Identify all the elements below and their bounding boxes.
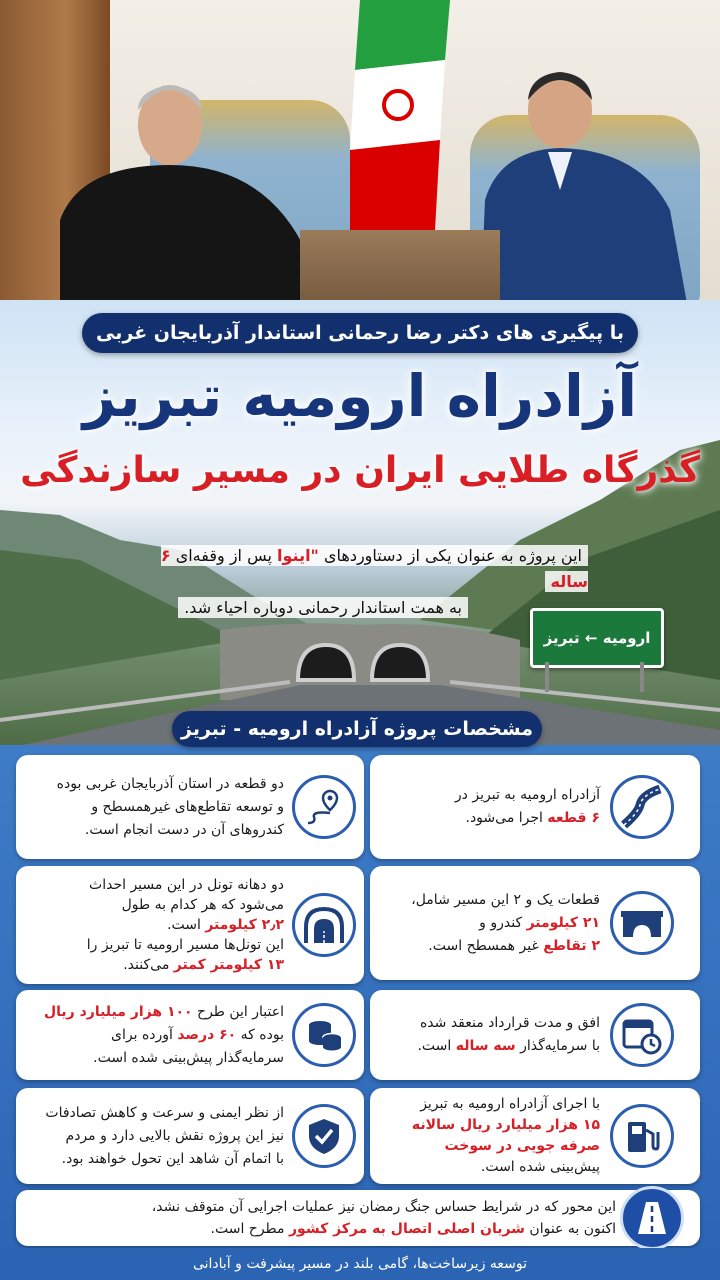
spec-card-tunnels xyxy=(16,866,364,984)
shield-check-icon xyxy=(292,1104,356,1168)
card6-line2b: آورده برای xyxy=(111,1026,178,1043)
intro-text xyxy=(128,543,588,621)
intro-line1-b: پس از وقفه‌ای xyxy=(170,546,278,565)
card4-red1: ۲٫۲ کیلومتر xyxy=(205,917,284,933)
card7-red1: ۱۵ هزار میلیارد ریال سالانه xyxy=(411,1117,600,1133)
card5-line2: با سرمایه‌گذار xyxy=(515,1038,600,1054)
card6-red2: ۶۰ درصد xyxy=(177,1026,237,1043)
intro-line1-a: این پروژه به عنوان یکی از دستاوردهای xyxy=(318,546,582,565)
spec-card-artery xyxy=(16,1190,700,1246)
calendar-clock-icon xyxy=(610,1003,674,1067)
card6-line2a: بوده که xyxy=(236,1026,284,1043)
page-subtitle: گذرگاه طلایی ایران در مسیر سازندگی xyxy=(20,450,700,491)
road-sign-left: تبریز xyxy=(543,629,580,647)
card4-line5: می‌کنند. xyxy=(123,957,174,973)
fuel-pump-icon xyxy=(610,1104,674,1168)
card7-line2: پیش‌بینی شده است. xyxy=(480,1159,600,1175)
intro-quote: "اینوا xyxy=(277,546,319,565)
road-icon xyxy=(610,775,674,839)
card9-line1: این محور که در شرایط حساس جنگ رمضان نیز عملیات اجرایی آن متوقف نشد، xyxy=(151,1199,616,1215)
card8-line1: از نظر ایمنی و سرعت و کاهش تصادفات xyxy=(45,1104,284,1121)
card7-red2: صرفه جویی در سوخت xyxy=(444,1138,600,1154)
card4-red2: ۱۳ کیلومتر کمتر xyxy=(173,957,284,973)
card5-red: سه ساله xyxy=(455,1038,516,1054)
card3-line2: کندرو و xyxy=(479,914,527,931)
card9-line2a: اکنون به عنوان xyxy=(524,1221,616,1237)
spec-card-lanes xyxy=(370,866,700,980)
card4-line1: دو دهانه تونل در این مسیر احداث xyxy=(89,877,284,893)
sign-post xyxy=(640,662,644,692)
road-sign-right: ارومیه xyxy=(602,629,651,647)
card3-red1: ۲۱ کیلومتر xyxy=(526,914,600,931)
spec-card-segments xyxy=(370,755,700,859)
card4-line4: این تونل‌ها مسیر ارومیه تا تبریز را xyxy=(86,937,284,953)
spec-card-safety xyxy=(16,1088,364,1184)
coins-icon xyxy=(292,1003,356,1067)
road-sign xyxy=(530,608,664,668)
meeting-photo xyxy=(0,0,720,320)
tunnel-icon xyxy=(292,893,356,957)
sign-post xyxy=(545,662,549,692)
card8-line3: با اتمام آن شاهد این تحول خواهند بود. xyxy=(61,1150,284,1167)
card3-line1: قطعات یک و ۲ این مسیر شامل، xyxy=(411,891,600,908)
card6-line3: سرمایه‌گذار پیش‌بینی شده است. xyxy=(93,1049,284,1066)
top-banner: با پیگیری های دکتر رضا رحمانی استاندار آذربایجان غربی xyxy=(82,313,638,353)
spec-card-contract xyxy=(370,990,700,1080)
card5-line3: است. xyxy=(417,1038,456,1054)
route-pin-icon xyxy=(292,775,356,839)
card9-line2b: مطرح است. xyxy=(210,1221,289,1237)
card1-line2: اجرا می‌شود. xyxy=(465,810,548,826)
card2-line1: دو قطعه در استان آذربایجان غربی بوده xyxy=(56,775,284,792)
card9-red: شریان اصلی اتصال به مرکز کشور xyxy=(288,1221,525,1237)
specs-title: مشخصات پروژه آزادراه ارومیه - تبریز xyxy=(172,711,542,747)
card4-line2: می‌شود که هر کدام به طول xyxy=(121,897,284,913)
intro-line2: به همت استاندار رحمانی دوباره احیاء شد. xyxy=(178,597,468,618)
card1-red: ۶ قطعه xyxy=(547,810,600,826)
card1-line1: آزادراه ارومیه به تبریز در xyxy=(454,787,600,803)
footer-slogan: توسعه زیرساخت‌ها، گامی بلند در مسیر پیشرفت و آبادانی xyxy=(0,1248,720,1280)
spec-card-budget xyxy=(16,990,364,1080)
bridge-icon xyxy=(610,891,674,955)
card2-line2: و توسعه تقاطع‌های غیرهمسطح و xyxy=(91,798,284,815)
card4-line3: است. xyxy=(167,917,206,933)
man-right-figure xyxy=(470,60,700,320)
highway-icon xyxy=(620,1186,684,1250)
page-title: آزادراه ارومیه تبریز xyxy=(82,362,638,430)
spec-card-two-segments xyxy=(16,755,364,859)
arrow-left-icon: ← xyxy=(584,629,598,647)
card3-line3: غیر همسطح است. xyxy=(428,937,544,954)
card6-line1: اعتبار این طرح xyxy=(192,1003,284,1020)
card2-line3: کندروهای آن در دست انجام است. xyxy=(84,821,284,838)
card5-line1: افق و مدت قرارداد منعقد شده xyxy=(419,1015,600,1031)
intro-red-duration: ۶ ساله xyxy=(160,546,588,591)
card3-red2: ۲ تقاطع xyxy=(543,937,600,954)
spec-card-fuel xyxy=(370,1088,700,1184)
card8-line2: نیز این پروژه نقش بالایی دارد و مردم xyxy=(65,1127,284,1144)
card7-line1: با اجرای آزادراه ارومیه به تبریز xyxy=(420,1096,600,1112)
man-left-figure xyxy=(20,70,320,320)
card6-red1: ۱۰۰ هزار میلیارد ریال xyxy=(44,1003,193,1020)
iran-flag-image xyxy=(350,0,460,230)
